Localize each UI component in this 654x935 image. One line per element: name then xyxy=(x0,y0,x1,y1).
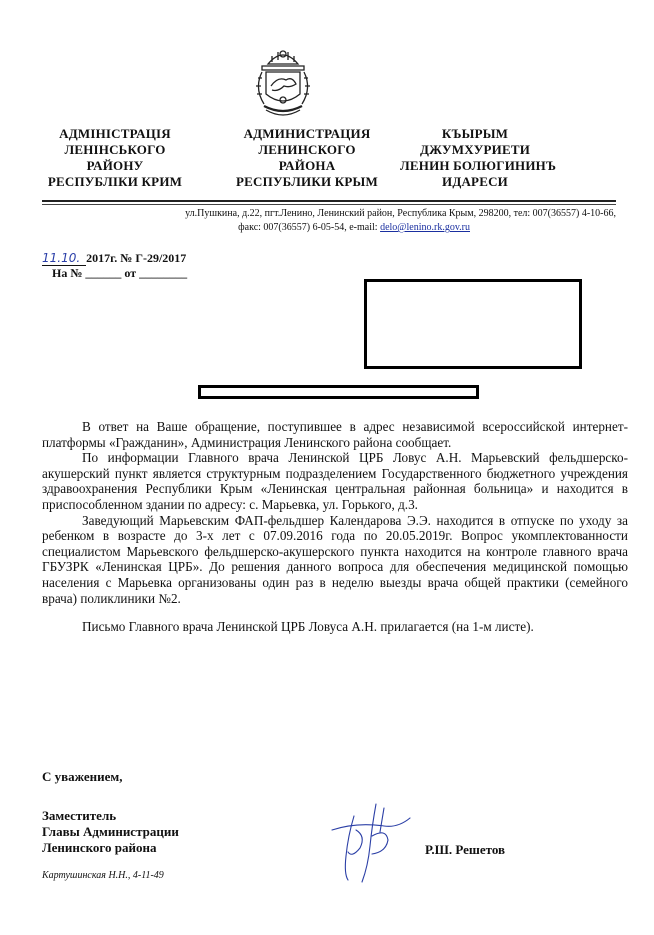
email-link[interactable]: delo@lenino.rk.gov.ru xyxy=(380,222,470,233)
redacted-recipient-line xyxy=(198,385,479,399)
paragraph-1: В ответ на Ваше обращение, поступившее в адрес независимой всероссийской интернет- платформы «Гражданин», Администрация Ленинского района сообщает. xyxy=(42,419,628,450)
handwritten-date: 11.10. xyxy=(42,251,86,266)
signer-position: Заместитель Главы Администрации Ленинского района xyxy=(42,808,179,855)
crimea-emblem-icon xyxy=(248,42,318,120)
handwritten-signature-icon xyxy=(326,796,416,888)
address-line-2: факс: 007(36557) 6-05-54, e-mail: delo@lenino.rk.gov.ru xyxy=(238,222,470,233)
signer-name: Р.Ш. Решетов xyxy=(425,842,506,857)
address-line-1: ул.Пушкина, д.22, пгт.Ленино, Ленинский район, Республика Крым, 298200, тел: 007(36557) 4-10-66, xyxy=(185,208,616,219)
header-col-crimean-tatar: КЪЫРЫМ ДЖУМХУРИЕТИ ЛЕНИН БОЛЮГИНИНЪ ИДАРЕСИ xyxy=(400,126,557,189)
performer-contact: Картушинская Н.Н., 4-11-49 xyxy=(42,870,164,881)
letter-body xyxy=(42,419,628,635)
header-rule-thin xyxy=(42,204,616,205)
header-rule-thick xyxy=(42,200,616,202)
reply-to-number: На № ______ от ________ xyxy=(52,266,188,280)
outgoing-number: 11.10. 2017г. № Г-29/2017 xyxy=(42,251,187,265)
paragraph-3: Заведующий Марьевским ФАП-фельдшер Календарова Э.Э. находится в отпуске по уходу за ребенком в возрасте до 3-х лет с 07.09.2016 года по 20.05.2019г. Вопрос укомплектованности специалистом Марьевского фельдшерско-акушерского пункта находится на контроле главного врача ГБУЗРК «Ленинская ЦРБ». До решения данного вопроса для обеспечения медицинской помощью населения с Марьевка организованы один раз в неделю выезды врача общей практики (семейного врача) поликлиники №2. xyxy=(42,512,628,606)
header-col-russian: АДМИНИСТРАЦИЯ ЛЕНИНСКОГО РАЙОНА РЕСПУБЛИКИ КРЫМ xyxy=(236,126,378,189)
header-col-ukrainian: АДМІНІСТРАЦІЯ ЛЕНІНСЬКОГО РАЙОНУ РЕСПУБЛІКИ КРИМ xyxy=(47,126,183,189)
regards: С уважением, xyxy=(42,769,123,784)
paragraph-4: Письмо Главного врача Ленинской ЦРБ Ловуса А.Н. прилагается (на 1-м листе). xyxy=(82,619,534,635)
paragraph-2: По информации Главного врача Ленинской ЦРБ Ловус А.Н. Марьевский фельдшерско-акушерский пункт является структурным подразделением Государственного бюджетного учреждения здравоохранения Республики Крым «Ленинская центральная районная больница» и находится в приспособленном здании по адресу: с. Марьевка, ул. Горького, д.3. xyxy=(42,450,628,512)
address-block xyxy=(42,207,616,235)
redacted-recipient-box xyxy=(364,279,582,369)
